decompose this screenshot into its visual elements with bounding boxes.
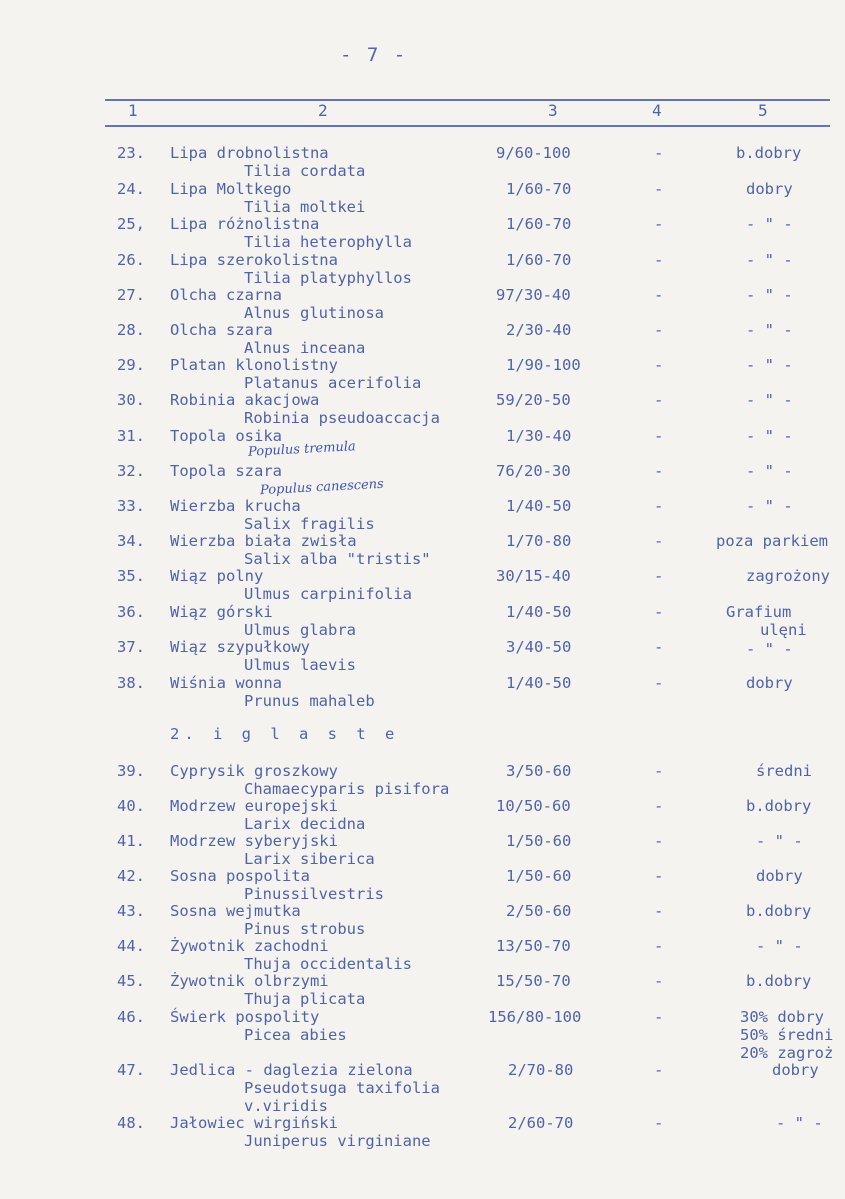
- common-name: Wiąz górski: [170, 603, 273, 621]
- common-name: Modrzew syberyjski: [170, 832, 338, 850]
- table-row: [0, 427, 845, 463]
- handwritten-populus-tremula: Populus tremula: [247, 439, 357, 460]
- common-name: Sosna pospolita: [170, 867, 310, 885]
- common-name: Lipa szerokolistna: [170, 251, 338, 269]
- column-4-dash: -: [654, 567, 664, 585]
- row-number: 47.: [117, 1061, 145, 1079]
- latin-name: Tilia heterophylla: [244, 233, 412, 251]
- quantity: 1/40-50: [506, 603, 572, 621]
- quantity: 30/15-40: [496, 567, 571, 585]
- page-number: - 7 -: [340, 44, 408, 66]
- table-row: [0, 286, 845, 322]
- table-row: [0, 462, 845, 498]
- common-name: Żywotnik zachodni: [170, 937, 329, 955]
- quantity: 1/40-50: [506, 674, 572, 692]
- latin-name: Larix siberica: [244, 850, 375, 868]
- quantity: 1/30-40: [506, 427, 572, 445]
- latin-name: Prunus mahaleb: [244, 692, 375, 710]
- condition: - " -: [756, 832, 803, 850]
- column-4-dash: -: [654, 937, 664, 955]
- condition: Grafium: [726, 603, 792, 621]
- table-row: [0, 867, 845, 903]
- column-4-dash: -: [654, 1008, 664, 1026]
- row-number: 39.: [117, 762, 145, 780]
- common-name: Sosna wejmutka: [170, 902, 301, 920]
- column-4-dash: -: [654, 391, 664, 409]
- table-row: [0, 251, 845, 287]
- header-rule-bottom: [105, 125, 830, 127]
- quantity: 3/50-60: [506, 762, 572, 780]
- row-number: 33.: [117, 497, 145, 515]
- row-number: 23.: [117, 144, 145, 162]
- latin-name: Ulmus carpinifolia: [244, 585, 412, 603]
- table-row: [0, 356, 845, 392]
- header-col-2: 2: [318, 101, 328, 120]
- row-number: 36.: [117, 603, 145, 621]
- row-number: 34.: [117, 532, 145, 550]
- header-col-5: 5: [758, 101, 768, 120]
- quantity: 2/50-60: [506, 902, 572, 920]
- column-4-dash: -: [654, 180, 664, 198]
- latin-name: Salix fragilis: [244, 515, 375, 533]
- latin-name: Larix decidna: [244, 815, 366, 833]
- latin-name: Juniperus virginiane: [244, 1132, 431, 1150]
- column-4-dash: -: [654, 832, 664, 850]
- row-number: 38.: [117, 674, 145, 692]
- column-4-dash: -: [654, 497, 664, 515]
- common-name: Wierzba krucha: [170, 497, 301, 515]
- latin-name: Chamaecyparis pisifora: [244, 780, 450, 798]
- quantity: 1/50-60: [506, 867, 572, 885]
- quantity: 59/20-50: [496, 391, 571, 409]
- column-4-dash: -: [654, 286, 664, 304]
- section-label: 2. i g l a s t e: [170, 725, 400, 743]
- header-col-4: 4: [652, 101, 662, 120]
- table-row: [0, 603, 845, 639]
- row-number: 42.: [117, 867, 145, 885]
- row-number: 24.: [117, 180, 145, 198]
- latin-name: Picea abies: [244, 1026, 347, 1044]
- row-number: 30.: [117, 391, 145, 409]
- quantity: 156/80-100: [488, 1008, 582, 1026]
- column-4-dash: -: [654, 972, 664, 990]
- table-row: [0, 391, 845, 427]
- latin-name: Ulmus glabra: [244, 621, 356, 639]
- latin-name: Salix alba "tristis": [244, 550, 431, 568]
- table-row: [0, 497, 845, 533]
- row-number: 29.: [117, 356, 145, 374]
- column-4-dash: -: [654, 638, 664, 656]
- condition: - " -: [746, 286, 793, 304]
- common-name: Jałowiec wirgiński: [170, 1114, 338, 1132]
- condition: - " -: [756, 937, 803, 955]
- quantity: 2/70-80: [508, 1061, 574, 1079]
- row-number: 45.: [117, 972, 145, 990]
- column-4-dash: -: [654, 532, 664, 550]
- condition: dobry: [756, 867, 803, 885]
- quantity: 9/60-100: [496, 144, 571, 162]
- condition: średni: [756, 762, 812, 780]
- condition: - " -: [746, 251, 793, 269]
- common-name: Żywotnik olbrzymi: [170, 972, 329, 990]
- common-name: Lipa różnolistna: [170, 215, 320, 233]
- condition: b.dobry: [746, 797, 812, 815]
- row-number: 37.: [117, 638, 145, 656]
- quantity: 1/60-70: [506, 215, 572, 233]
- column-4-dash: -: [654, 762, 664, 780]
- latin-name: Tilia platyphyllos: [244, 269, 412, 287]
- latin-name: Tilia cordata: [244, 162, 366, 180]
- common-name: Wiąz szypułkowy: [170, 638, 310, 656]
- quantity: 1/90-100: [506, 356, 581, 374]
- row-number: 43.: [117, 902, 145, 920]
- latin-name: Platanus acerifolia: [244, 374, 422, 392]
- table-row: [0, 180, 845, 216]
- column-4-dash: -: [654, 797, 664, 815]
- row-number: 26.: [117, 251, 145, 269]
- condition: - " -: [746, 497, 793, 515]
- quantity: 13/50-70: [496, 937, 571, 955]
- condition: 30% dobry: [740, 1008, 824, 1026]
- condition: b.dobry: [736, 144, 802, 162]
- common-name: Topola osika: [170, 427, 282, 445]
- condition: - " -: [746, 427, 793, 445]
- condition: b.dobry: [746, 972, 812, 990]
- condition: poza parkiem: [716, 532, 828, 550]
- header-rule-top: [105, 99, 830, 101]
- common-name: Świerk pospolity: [170, 1008, 320, 1026]
- table-row: [0, 832, 845, 868]
- table-row: [0, 902, 845, 938]
- handwritten-populus-canescens: Populus canescens: [259, 476, 385, 499]
- row-number: 32.: [117, 462, 145, 480]
- table-row: [0, 567, 845, 603]
- common-name: Cyprysik groszkowy: [170, 762, 338, 780]
- latin-name-line-2: v.viridis: [244, 1097, 328, 1115]
- column-4-dash: -: [654, 867, 664, 885]
- column-4-dash: -: [654, 144, 664, 162]
- row-number: 28.: [117, 321, 145, 339]
- condition: - " -: [746, 356, 793, 374]
- quantity: 10/50-60: [496, 797, 571, 815]
- condition-line-2: ulęni: [760, 621, 807, 639]
- quantity: 1/50-60: [506, 832, 572, 850]
- condition-line-2: 50% średni: [740, 1026, 834, 1044]
- table-row: [0, 674, 845, 710]
- row-number: 25,: [117, 215, 145, 233]
- latin-name: Thuja plicata: [244, 990, 366, 1008]
- row-number: 35.: [117, 567, 145, 585]
- row-number: 41.: [117, 832, 145, 850]
- common-name: Lipa Moltkego: [170, 180, 292, 198]
- condition: dobry: [746, 180, 793, 198]
- column-4-dash: -: [654, 251, 664, 269]
- column-4-dash: -: [654, 427, 664, 445]
- column-4-dash: -: [654, 1114, 664, 1132]
- latin-name: Robinia pseudoaccacja: [244, 409, 440, 427]
- table-row: [0, 1061, 845, 1115]
- column-4-dash: -: [654, 902, 664, 920]
- quantity: 1/40-50: [506, 497, 572, 515]
- column-4-dash: -: [654, 1061, 664, 1079]
- table-row: [0, 797, 845, 833]
- condition: b.dobry: [746, 902, 812, 920]
- table-row: [0, 1008, 845, 1062]
- quantity: 1/70-80: [506, 532, 572, 550]
- column-4-dash: -: [654, 674, 664, 692]
- common-name: Olcha czarna: [170, 286, 282, 304]
- row-number: 40.: [117, 797, 145, 815]
- quantity: 15/50-70: [496, 972, 571, 990]
- latin-name: Tilia moltkei: [244, 198, 366, 216]
- quantity: 97/30-40: [496, 286, 571, 304]
- common-name: Modrzew europejski: [170, 797, 338, 815]
- condition-line-3: 20% zagroż: [740, 1044, 834, 1062]
- column-4-dash: -: [654, 356, 664, 374]
- latin-name: Alnus glutinosa: [244, 304, 384, 322]
- condition: dobry: [772, 1061, 819, 1079]
- common-name: Robinia akacjowa: [170, 391, 320, 409]
- common-name: Platan klonolistny: [170, 356, 338, 374]
- condition: zagrożony: [746, 567, 830, 585]
- quantity: 2/30-40: [506, 321, 572, 339]
- table-row: [0, 532, 845, 568]
- quantity: 2/60-70: [508, 1114, 574, 1132]
- table-row: [0, 321, 845, 357]
- condition: - " -: [746, 391, 793, 409]
- table-row: [0, 215, 845, 251]
- common-name: Wierzba biała zwisła: [170, 532, 357, 550]
- condition: dobry: [746, 674, 793, 692]
- row-number: 44.: [117, 937, 145, 955]
- common-name: Olcha szara: [170, 321, 273, 339]
- condition: - " -: [746, 321, 793, 339]
- table-row: [0, 638, 845, 674]
- column-4-dash: -: [654, 603, 664, 621]
- condition: - " -: [746, 640, 793, 658]
- latin-name: Thuja occidentalis: [244, 955, 412, 973]
- column-4-dash: -: [654, 321, 664, 339]
- row-number: 46.: [117, 1008, 145, 1026]
- table-row: [0, 972, 845, 1008]
- condition: - " -: [746, 215, 793, 233]
- quantity: 3/40-50: [506, 638, 572, 656]
- column-4-dash: -: [654, 215, 664, 233]
- row-number: 31.: [117, 427, 145, 445]
- column-4-dash: -: [654, 462, 664, 480]
- latin-name: Ulmus laevis: [244, 656, 356, 674]
- condition: - " -: [746, 462, 793, 480]
- table-row: [0, 937, 845, 973]
- header-col-1: 1: [128, 101, 138, 120]
- table-row: [0, 1114, 845, 1150]
- common-name: Wiśnia wonna: [170, 674, 282, 692]
- header-col-3: 3: [548, 101, 558, 120]
- common-name: Wiąz polny: [170, 567, 264, 585]
- condition: - " -: [776, 1114, 823, 1132]
- row-number: 48.: [117, 1114, 145, 1132]
- quantity: 76/20-30: [496, 462, 571, 480]
- latin-name: Pseudotsuga taxifolia: [244, 1079, 440, 1097]
- common-name: Jedlica - daglezia zielona: [170, 1061, 413, 1079]
- row-number: 27.: [117, 286, 145, 304]
- table-row: [0, 762, 845, 798]
- common-name: Topola szara: [170, 462, 282, 480]
- common-name: Lipa drobnolistna: [170, 144, 329, 162]
- latin-name: Pinus strobus: [244, 920, 366, 938]
- quantity: 1/60-70: [506, 251, 572, 269]
- table-row: [0, 144, 845, 180]
- quantity: 1/60-70: [506, 180, 572, 198]
- latin-name: Pinussilvestris: [244, 885, 384, 903]
- latin-name: Alnus inceana: [244, 339, 366, 357]
